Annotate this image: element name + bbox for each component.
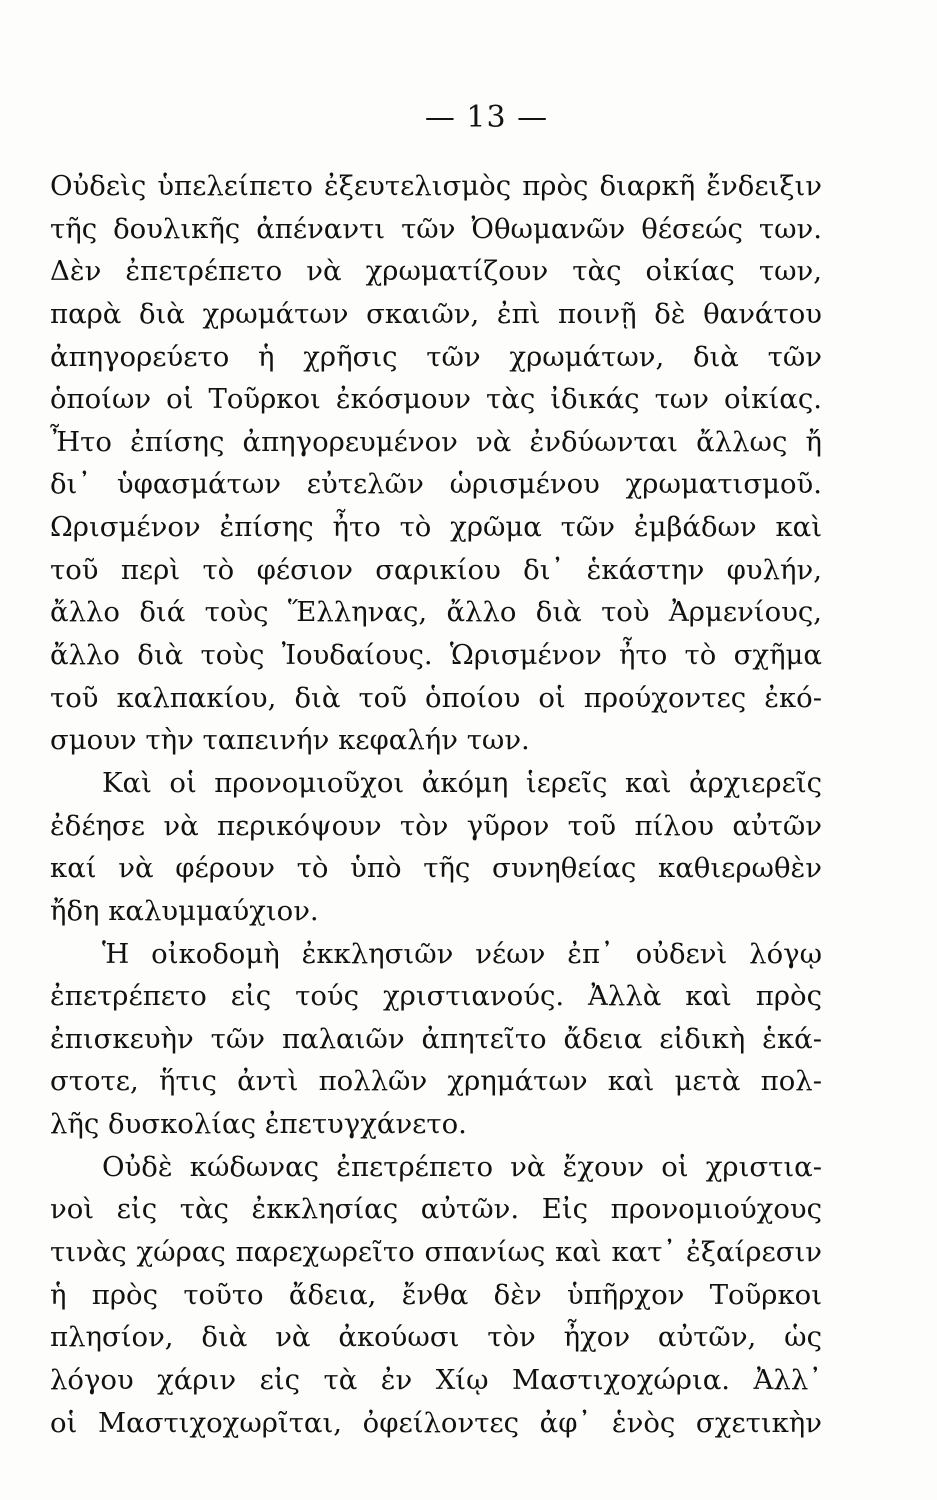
text-line: τοῦ περὶ τὸ φέσιον σαρικίου δι᾿ ἑκάστην φυλήν, bbox=[50, 553, 822, 586]
text-line: ἐπετρέπετο εἰς τούς χριστιανούς. Ἀλλὰ καὶ πρὸς bbox=[50, 980, 822, 1013]
text-line: ἐπισκευὴν τῶν παλαιῶν ἀπητεῖτο ἄδεια εἰδικὴ ἑκά- bbox=[50, 1022, 822, 1055]
text-line: λόγου χάριν εἰς τὰ ἐν Χίῳ Μαστιχοχώρια. Ἀλλ᾿ bbox=[50, 1363, 822, 1396]
text-line: δι᾿ ὑφασμάτων εὐτελῶν ὡρισμένου χρωματισμοῦ. bbox=[50, 468, 822, 501]
text-line: ἄλλο διά τοὺς Ἕλληνας, ἄλλο διὰ τοὺ Ἀρμενίους, bbox=[50, 596, 822, 629]
page-number: — 13 — bbox=[424, 100, 549, 135]
text-line: σμουν τὴν ταπεινήν κεφαλήν των. bbox=[50, 724, 530, 757]
text-line: Ωρισμένον ἐπίσης ἦτο τὸ χρῶμα τῶν ἐμβάδων καὶ bbox=[50, 511, 822, 544]
text-line: νοὶ εἰς τὰς ἐκκλησίας αὐτῶν. Εἰς προνομιούχους bbox=[50, 1193, 822, 1226]
text-line: ἤδη καλυμμαύχιον. bbox=[50, 894, 319, 927]
text-line: στοτε, ἥτις ἀντὶ πολλῶν χρημάτων καὶ μετὰ πολ- bbox=[50, 1065, 822, 1098]
text-line: οἱ Μαστιχοχωρῖται, ὀφείλοντες ἀφ᾿ ἑνὸς σχετικὴν bbox=[50, 1406, 822, 1439]
text-line: Ἡ οἰκοδομὴ ἐκκλησιῶν νέων ἐπ᾿ οὐδενὶ λόγῳ bbox=[102, 937, 822, 970]
text-line: τῆς δουλικῆς ἀπέναντι τῶν Ὀθωμανῶν θέσεώς των. bbox=[50, 212, 822, 245]
text-line: ἐδέησε νὰ περικόψουν τὸν γῦρον τοῦ πίλου αὐτῶν bbox=[50, 809, 822, 842]
text-line: πλησίον, διὰ νὰ ἀκούωσι τὸν ἦχον αὐτῶν, ὡς bbox=[50, 1321, 822, 1354]
text-line: Καὶ οἱ προνομιοῦχοι ἀκόμη ἱερεῖς καὶ ἀρχιερεῖς bbox=[102, 766, 822, 799]
text-line: ἄλλο διὰ τοὺς Ἰουδαίους. Ὡρισμένον ἦτο τὸ σχῆμα bbox=[50, 639, 822, 672]
text-line: ἀπηγορεύετο ἡ χρῆσις τῶν χρωμάτων, διὰ τῶν bbox=[50, 340, 822, 373]
text-line: τινὰς χώρας παρεχωρεῖτο σπανίως καὶ κατ᾿ ἐξαίρεσιν bbox=[50, 1236, 822, 1269]
text-line: καί νὰ φέρουν τὸ ὑπὸ τῆς συνηθείας καθιερωθὲν bbox=[50, 852, 822, 885]
body-text bbox=[50, 165, 822, 1444]
text-line: λῆς δυσκολίας ἐπετυγχάνετο. bbox=[50, 1108, 467, 1141]
text-line: Οὐδὲ κώδωνας ἐπετρέπετο νὰ ἔχουν οἱ χριστια- bbox=[102, 1150, 822, 1183]
text-line: ἡ πρὸς τοῦτο ἄδεια, ἔνθα δὲν ὑπῆρχον Τοῦρκοι bbox=[50, 1278, 822, 1311]
text-line: τοῦ καλπακίου, διὰ τοῦ ὁποίου οἱ προύχοντες ἐκό- bbox=[50, 681, 822, 714]
text-line: παρὰ διὰ χρωμάτων σκαιῶν, ἐπὶ ποινῇ δὲ θανάτου bbox=[50, 297, 822, 330]
text-line: Δὲν ἐπετρέπετο νὰ χρωματίζουν τὰς οἰκίας των, bbox=[50, 255, 822, 288]
text-line: Οὐδεὶς ὑπελείπετο ἐξευτελισμὸς πρὸς διαρκῆ ἔνδειξιν bbox=[50, 170, 822, 202]
text-line: Ἦτο ἐπίσης ἀπηγορευμένον νὰ ἐνδύωνται ἄλλως ἤ bbox=[50, 425, 822, 458]
text-line: ὁποίων οἱ Τοῦρκοι ἐκόσμουν τὰς ἰδικάς των οἰκίας. bbox=[50, 383, 822, 416]
